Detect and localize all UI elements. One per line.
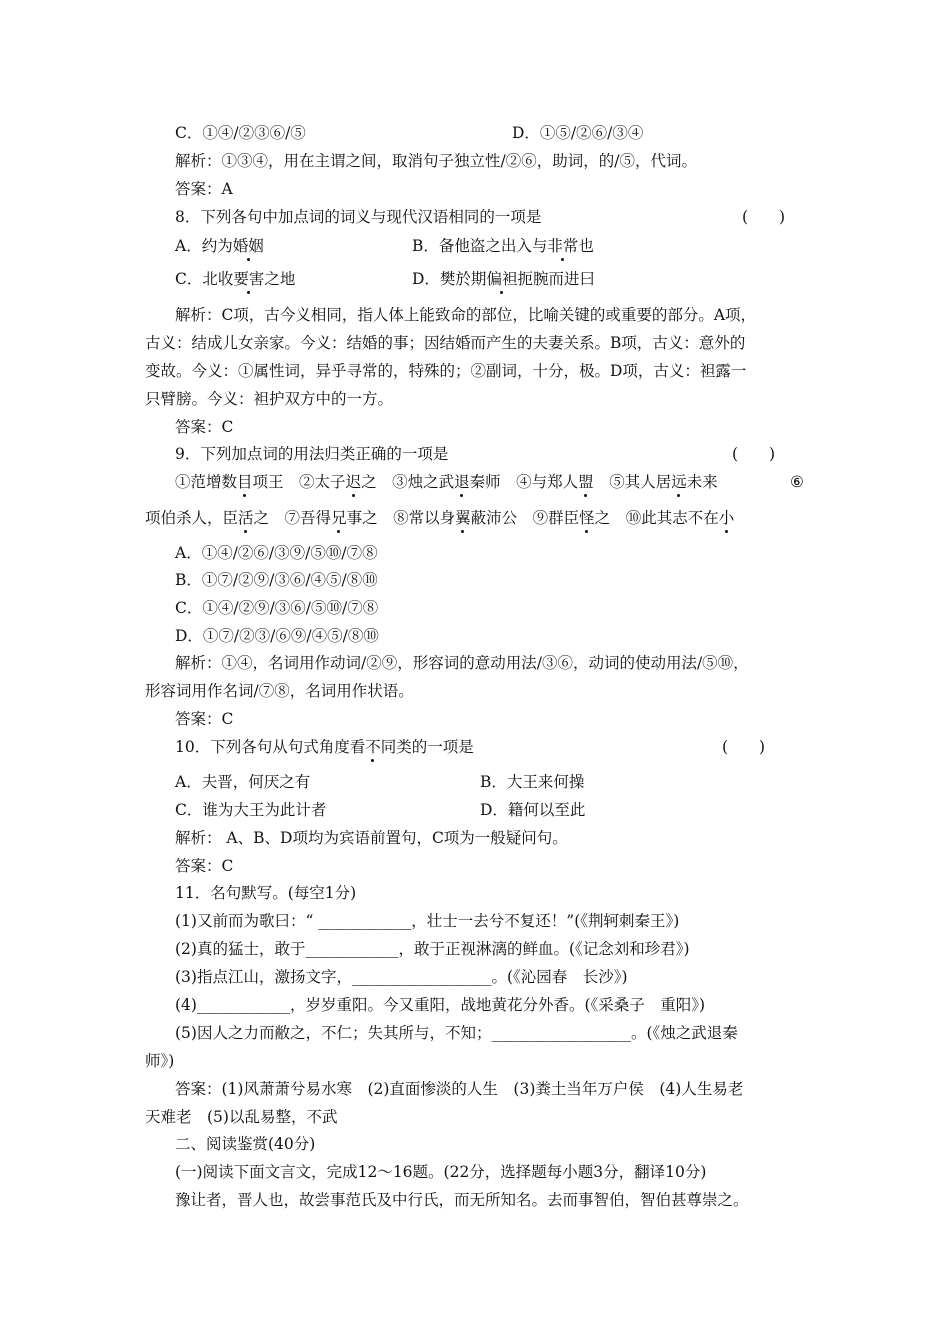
dotted-word: 怪	[579, 509, 595, 527]
item-5-pre: ⑤其人居	[609, 473, 672, 491]
q10-option-a: A．夫晋，何厌之有	[175, 773, 311, 791]
dotted-word: 活	[238, 509, 254, 527]
dotted-word: 偏袒	[486, 270, 518, 288]
q8-analysis-line-4: 只臂膀。今义：袒护双方中的一方。	[145, 390, 394, 408]
dotted-word: 要害	[233, 270, 265, 288]
q11-line-4: (4)____________，岁岁重阳。今又重阳，战地黄花分外香。(《采桑子 重阳》)	[175, 996, 706, 1014]
q10-analysis: 解析： A、B、D项均为宾语前置句，C项为一般疑问句。	[175, 829, 568, 847]
text-run: 也	[578, 237, 594, 255]
item-10-pre: ⑩此其志不在	[625, 509, 719, 527]
dotted-word: 目	[237, 473, 253, 491]
q7-option-d: D．①⑤/②⑥/③④	[512, 124, 644, 142]
q10-option-c: C．谁为大王为此计者	[175, 801, 327, 819]
q7-analysis: 解析：①③④，用在主谓之间，取消句子独立性/②⑥，助词，的/⑤，代词。	[175, 152, 697, 170]
q9-option-a: A．①④/②⑥/③⑨/⑤⑩/⑦⑧	[175, 544, 378, 562]
dotted-word: 不	[365, 738, 381, 756]
text-run: D．樊於期	[412, 270, 487, 288]
dotted-word: 非常	[547, 237, 579, 255]
q11-answer-line-2: 天难老 (5)以乱易整，不武	[145, 1108, 338, 1126]
item-6-number: ⑥	[790, 473, 804, 491]
section-heading: 二、阅读鉴赏(40分)	[175, 1135, 316, 1153]
dotted-word: 小	[718, 509, 735, 527]
q9-option-c: C．①④/②⑨/③⑥/⑤⑩/⑦⑧	[175, 599, 379, 617]
q8-option-a	[175, 236, 264, 256]
item-1-pre: ①范增数	[175, 473, 238, 491]
q8-answer: 答案：C	[175, 418, 234, 436]
q8-answer-bracket: ( )	[742, 208, 786, 226]
q8-option-c	[175, 269, 295, 289]
q11-line-3: (3)指点江山，激扬文字，__________________。(《沁园春 长沙》)	[175, 968, 628, 986]
q8-stem: 8．下列各句中加点词的词义与现代汉语相同的一项是	[175, 208, 542, 226]
q9-items-line-1	[175, 472, 733, 492]
text-run: A．约为	[175, 237, 233, 255]
q9-option-b: B．①⑦/②⑨/③⑥/④⑤/⑧⑩	[175, 571, 378, 589]
item-6-pre: 项伯杀人，臣	[145, 509, 239, 527]
q10-option-b: B．大王来何操	[480, 773, 585, 791]
item-8-post: 蔽沛公	[470, 509, 533, 527]
item-4-pre: ④与郑人	[516, 473, 579, 491]
item-4-post	[594, 473, 610, 491]
item-3-post: 秦师	[469, 473, 517, 491]
item-1-post: 项王	[252, 473, 300, 491]
q8-option-b	[412, 236, 594, 256]
q10-option-d: D．籍何以至此	[480, 801, 586, 819]
dotted-word: 远	[671, 473, 687, 491]
q9-analysis-line-2: 形容词用作名词/⑦⑧，名词用作状语。	[145, 682, 414, 700]
text-run: 10．下列各句从句式角度看	[175, 738, 366, 756]
dotted-word: 兄	[331, 509, 347, 527]
dotted-word: 迟	[345, 473, 362, 491]
q11-line-2: (2)真的猛士，敢于____________，敢于正视淋漓的鲜血。(《记念刘和珍君》)	[175, 940, 690, 958]
text-run: 之地	[264, 270, 296, 288]
item-9-pre: ⑨群臣	[532, 509, 580, 527]
item-9-post: 之	[594, 509, 626, 527]
text-run: 同类的一项是	[380, 738, 474, 756]
item-8-pre: ⑧常以身	[393, 509, 456, 527]
item-2-post: 之	[361, 473, 393, 491]
q8-option-d	[412, 269, 595, 289]
dotted-word: 盟	[578, 473, 594, 491]
q11-line-5-cont: 师》)	[145, 1052, 175, 1070]
q9-option-d: D．①⑦/②③/⑥⑨/④⑤/⑧⑩	[175, 627, 379, 645]
item-2-pre: ②太子	[299, 473, 346, 491]
section-instructions: (一)阅读下面文言文，完成12～16题。(22分，选择题每小题3分，翻译10分)	[175, 1163, 707, 1181]
q10-answer: 答案：C	[175, 857, 234, 875]
item-6-post: 之	[253, 509, 285, 527]
q8-analysis-line-1: 解析：C项，古今义相同，指人体上能致命的部位，比喻关键的或重要的部分。A项，	[175, 306, 757, 324]
q11-line-5: (5)因人之力而敝之，不仁；失其所与，不知；__________________。(《烛之武退秦	[175, 1024, 738, 1042]
q10-answer-bracket: ( )	[722, 738, 766, 756]
text-run: 扼腕而进曰	[517, 270, 595, 288]
q11-line-1: (1)又前而为歌曰：“ ____________，壮士一去兮不复还！”(《荆轲刺秦王》)	[175, 912, 680, 930]
dotted-word: 翼	[455, 509, 471, 527]
item-7-pre: ⑦吾得	[284, 509, 332, 527]
q7-answer: 答案：A	[175, 180, 233, 198]
q9-analysis-line-1: 解析：①④，名词用作动词/②⑨，形容词的意动用法/③⑥，动词的使动用法/⑤⑩，	[175, 654, 749, 672]
q11-stem: 11．名句默写。(每空1分)	[175, 884, 357, 902]
passage-line-1: 豫让者，晋人也，故尝事范氏及中行氏，而无所知名。去而事智伯，智伯甚尊崇之。	[175, 1191, 749, 1209]
item-3-pre: ③烛之武	[392, 473, 455, 491]
q8-analysis-line-3: 变故。今义：①属性词，异乎寻常的，特殊的；②副词，十分，极。D项，古义：袒露一	[145, 362, 747, 380]
q9-answer-bracket: ( )	[732, 445, 776, 463]
q11-answer-line-1: 答案：(1)风萧萧兮易水寒 (2)直面惨淡的人生 (3)粪土当年万户侯 (4)人生易老	[175, 1080, 744, 1098]
item-5-post: 未来	[686, 473, 734, 491]
q9-stem: 9．下列加点词的用法归类正确的一项是	[175, 445, 449, 463]
q9-answer: 答案：C	[175, 710, 234, 728]
q10-stem	[175, 737, 474, 757]
item-7-post: 事之	[346, 509, 394, 527]
q7-option-c: C．①④/②③⑥/⑤	[175, 124, 306, 142]
q8-analysis-line-2: 古义：结成儿女亲家。今义：结婚的事；因结婚而产生的夫妻关系。B项，古义：意外的	[145, 334, 746, 352]
q9-items-line-2	[145, 508, 734, 528]
text-run: C．北收	[175, 270, 234, 288]
dotted-word: 退	[454, 473, 470, 491]
dotted-word: 婚姻	[232, 237, 264, 255]
text-run: B．备他盗之出入与	[412, 237, 548, 255]
